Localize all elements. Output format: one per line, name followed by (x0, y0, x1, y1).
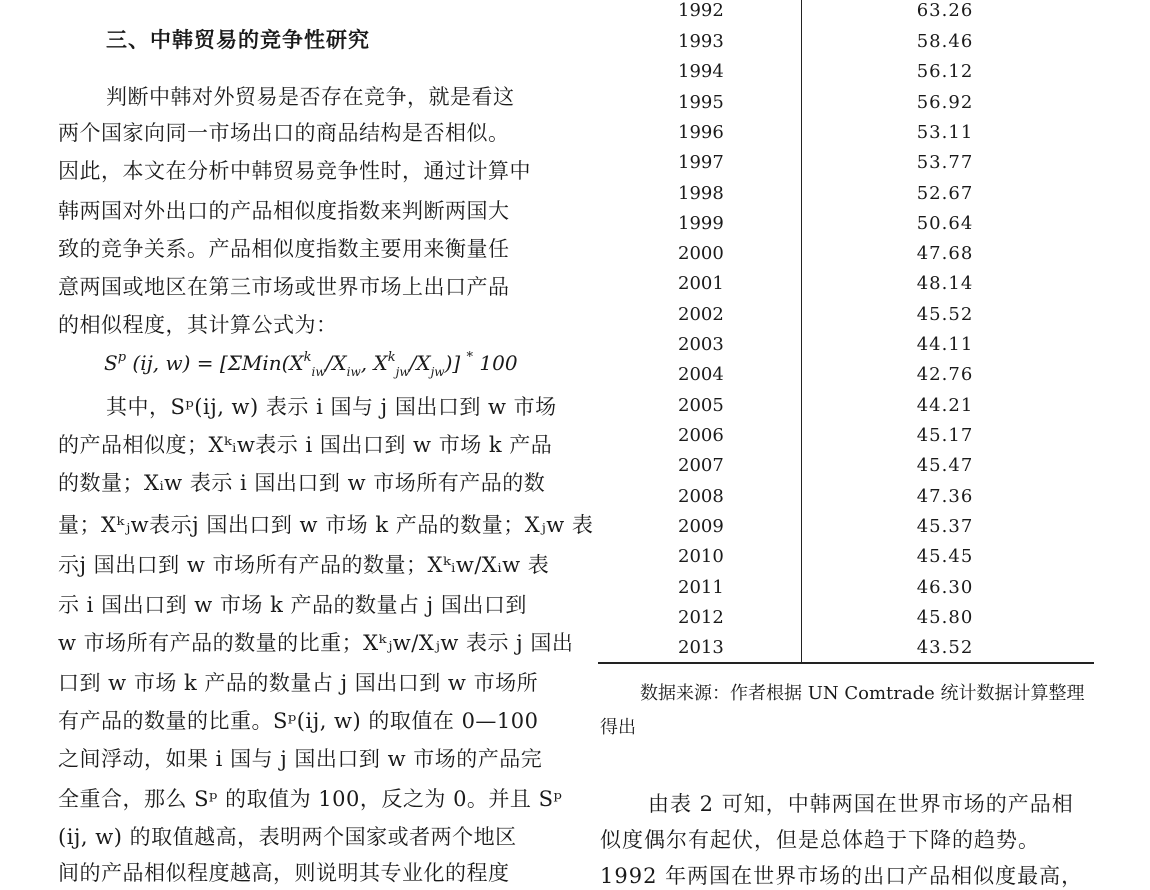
year-cell: 2002 (678, 304, 724, 325)
year-cell: 2007 (678, 455, 724, 476)
paragraph-line: 由表 2 可知，中韩两国在世界市场的产品相 (648, 792, 1074, 816)
table-source-note: 数据来源：作者根据 UN Comtrade 统计数据计算整理 (640, 683, 1085, 704)
value-cell: 53.11 (916, 122, 974, 143)
table-row (598, 425, 1094, 455)
table-row (598, 273, 1094, 303)
value-cell: 56.92 (916, 92, 974, 113)
value-cell: 50.64 (916, 213, 974, 234)
year-cell: 2005 (678, 395, 724, 416)
table-row (598, 183, 1094, 213)
paragraph-line: 的相似程度，其计算公式为： (58, 313, 338, 337)
value-cell: 42.76 (916, 364, 974, 385)
table-row (598, 92, 1094, 122)
section-heading: 三、中韩贸易的竞争性研究 (106, 27, 370, 52)
table-row (598, 516, 1094, 546)
value-cell: 44.21 (916, 395, 974, 416)
year-cell: 2013 (678, 637, 724, 658)
value-cell: 45.52 (916, 304, 974, 325)
year-cell: 1997 (678, 152, 724, 173)
value-cell: 52.67 (916, 183, 974, 204)
value-cell: 45.37 (916, 516, 974, 537)
year-cell: 1998 (678, 183, 724, 204)
table-row (598, 364, 1094, 394)
value-cell: 58.46 (916, 31, 974, 52)
value-cell: 47.68 (916, 243, 974, 264)
similarity-formula: $S^p$ (ij, $w) = [\Sigma Min(X^k_{iw}/X_{iw}$, $X^k_{jw}/X_{jw}$)] * 100 (104, 350, 518, 379)
year-cell: 2004 (678, 364, 724, 385)
table-row (598, 0, 1094, 30)
paragraph-line: 示 i 国出口到 w 市场 k 产品的数量占 j 国出口到 (58, 593, 527, 617)
table-row (598, 334, 1094, 364)
paragraph-line: 的数量；Xᵢw 表示 i 国出口到 w 市场所有产品的数 (58, 471, 546, 495)
value-cell: 45.80 (916, 607, 974, 628)
paragraph-line: 其中，Sᵖ(ij, w) 表示 i 国与 j 国出口到 w 市场 (106, 395, 557, 419)
year-cell: 2009 (678, 516, 724, 537)
table-row (598, 31, 1094, 61)
paragraph-line: 量；Xᵏⱼw表示j 国出口到 w 市场 k 产品的数量；Xⱼw 表 (58, 513, 594, 537)
table-row (598, 455, 1094, 485)
year-cell: 1996 (678, 122, 724, 143)
paragraph-line: 致的竞争关系。产品相似度指数主要用来衡量任 (58, 237, 510, 261)
year-cell: 2011 (678, 577, 724, 598)
table-row (598, 486, 1094, 516)
year-cell: 2010 (678, 546, 724, 567)
value-cell: 45.47 (916, 455, 974, 476)
value-cell: 47.36 (916, 486, 974, 507)
paragraph-line: 似度偶尔有起伏，但是总体趋于下降的趋势。 (600, 828, 1040, 852)
table-row (598, 607, 1094, 637)
year-cell: 1995 (678, 92, 724, 113)
table-row (598, 577, 1094, 607)
table-row (598, 213, 1094, 243)
table-row (598, 122, 1094, 152)
table-bottom-rule (598, 662, 1094, 664)
paragraph-line: 口到 w 市场 k 产品的数量占 j 国出口到 w 市场所 (58, 671, 539, 695)
value-cell: 45.45 (916, 546, 974, 567)
paragraph-line: 判断中韩对外贸易是否存在竞争，就是看这 (106, 85, 515, 109)
year-cell: 2003 (678, 334, 724, 355)
paragraph-line: 全重合，那么 Sᵖ 的取值为 100，反之为 0。并且 Sᵖ (58, 787, 563, 811)
paragraph-line: (ij, w) 的取值越高，表明两个国家或者两个地区 (58, 825, 517, 849)
year-cell: 2012 (678, 607, 724, 628)
value-cell: 46.30 (916, 577, 974, 598)
table-row (598, 546, 1094, 576)
year-cell: 1993 (678, 31, 724, 52)
value-cell: 48.14 (916, 273, 974, 294)
year-cell: 2008 (678, 486, 724, 507)
paragraph-line: 因此，本文在分析中韩贸易竞争性时，通过计算中 (58, 159, 531, 183)
year-cell: 1999 (678, 213, 724, 234)
paragraph-line: 意两国或地区在第三市场或世界市场上出口产品 (58, 275, 510, 299)
paragraph-line: 示j 国出口到 w 市场所有产品的数量；Xᵏᵢw/Xᵢw 表 (58, 553, 550, 577)
value-cell: 44.11 (916, 334, 974, 355)
value-cell: 45.17 (916, 425, 974, 446)
value-cell: 53.77 (916, 152, 974, 173)
year-cell: 2006 (678, 425, 724, 446)
paragraph-line: w 市场所有产品的数量的比重；Xᵏⱼw/Xⱼw 表示 j 国出 (58, 631, 574, 655)
paragraph-line: 有产品的数量的比重。Sᵖ(ij, w) 的取值在 0—100 (58, 709, 539, 733)
value-cell: 56.12 (916, 61, 974, 82)
year-cell: 1994 (678, 61, 724, 82)
value-cell: 43.52 (916, 637, 974, 658)
paragraph-line: 1992 年两国在世界市场的出口产品相似度最高， (600, 864, 1084, 888)
table-row (598, 304, 1094, 334)
year-cell: 1992 (678, 0, 724, 21)
table-source-note-cont: 得出 (600, 717, 636, 738)
value-cell: 63.26 (916, 0, 974, 21)
table-row (598, 152, 1094, 182)
table-row (598, 395, 1094, 425)
table-row (598, 243, 1094, 273)
year-cell: 2001 (678, 273, 724, 294)
paragraph-line: 韩两国对外出口的产品相似度指数来判断两国大 (58, 199, 510, 223)
paragraph-line: 间的产品相似程度越高，则说明其专业化的程度 (58, 861, 510, 885)
paragraph-line: 两个国家向同一市场出口的商品结构是否相似。 (58, 121, 510, 145)
paragraph-line: 之间浮动，如果 i 国与 j 国出口到 w 市场的产品完 (58, 747, 543, 771)
year-cell: 2000 (678, 243, 724, 264)
table-row (598, 61, 1094, 91)
paragraph-line: 的产品相似度；Xᵏᵢw表示 i 国出口到 w 市场 k 产品 (58, 433, 553, 457)
